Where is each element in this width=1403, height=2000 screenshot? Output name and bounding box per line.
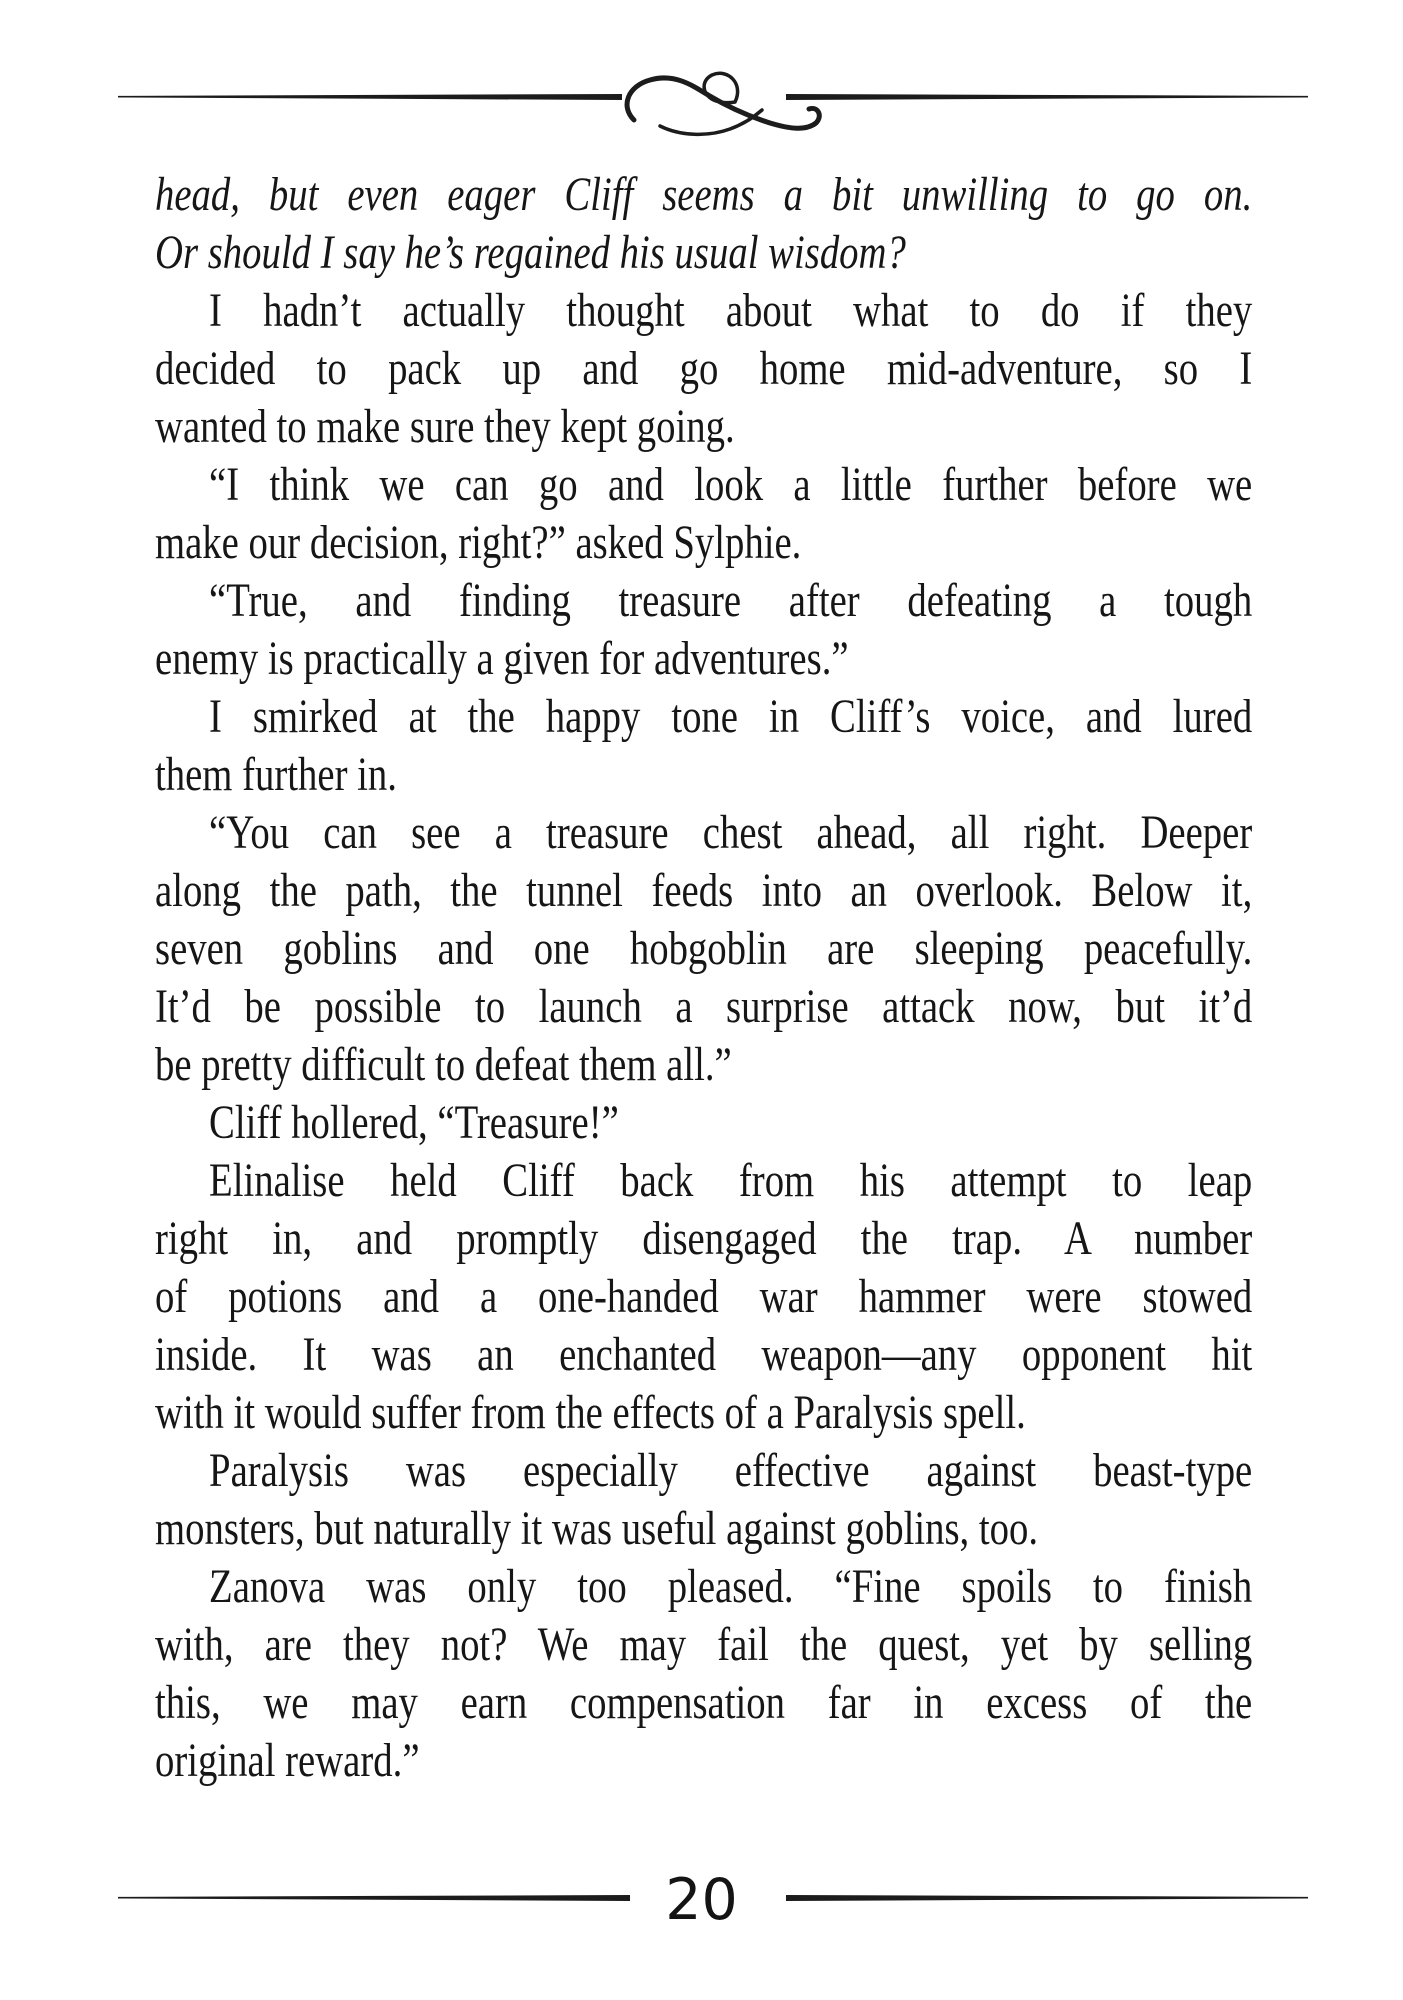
- right-tapered-rule: [786, 94, 1308, 100]
- page-number: 20: [665, 1867, 738, 1933]
- paragraph: [155, 688, 1252, 804]
- text-line: original reward.”: [155, 1734, 420, 1787]
- text-line: along the path, the tunnel feeds into an overlook. Below it,: [155, 864, 1253, 917]
- paragraph: [155, 282, 1252, 456]
- text-line: with, are they not? We may fail the quest, yet by selling: [155, 1618, 1253, 1671]
- text-line: seven goblins and one hobgoblin are sleeping peacefully.: [155, 922, 1253, 975]
- text-line: “You can see a treasure chest ahead, all right. Deeper: [209, 806, 1253, 859]
- paragraph: [155, 1152, 1252, 1442]
- text-line: with it would suffer from the effects of a Paralysis spell.: [155, 1386, 1026, 1439]
- text-line: inside. It was an enchanted weapon—any opponent hit: [155, 1328, 1253, 1381]
- paragraph: [155, 456, 1252, 572]
- text-line: this, we may earn compensation far in excess of the: [155, 1676, 1253, 1729]
- paragraph: [155, 1558, 1252, 1790]
- text-line: right in, and promptly disengaged the trap. A number: [155, 1212, 1253, 1265]
- text-line: It’d be possible to launch a surprise attack now, but it’d: [155, 980, 1253, 1033]
- text-line: Elinalise held Cliff back from his attempt to leap: [209, 1154, 1253, 1207]
- paragraph: [155, 1442, 1252, 1558]
- text-line: Zanova was only too pleased. “Fine spoils to finish: [209, 1560, 1253, 1613]
- paragraph: [155, 572, 1252, 688]
- text-line: I hadn’t actually thought about what to do if they: [209, 284, 1253, 337]
- text-line: “I think we can go and look a little further before we: [209, 458, 1253, 511]
- paragraph: [155, 166, 1252, 282]
- calligraphic-swirl-icon: [627, 73, 819, 134]
- text-line: make our decision, right?” asked Sylphie.: [155, 516, 802, 569]
- text-line: decided to pack up and go home mid-adventure, so I: [155, 342, 1253, 395]
- text-line: wanted to make sure they kept going.: [155, 400, 735, 453]
- left-tapered-rule: [118, 94, 622, 100]
- text-block: [155, 166, 1252, 1790]
- text-line: Or should I say he’s regained his usual wisdom?: [155, 226, 906, 279]
- paragraph: [155, 804, 1252, 1094]
- text-line: Paralysis was especially effective against beast-type: [209, 1444, 1253, 1497]
- text-line: “True, and finding treasure after defeating a tough: [209, 574, 1253, 627]
- text-line: I smirked at the happy tone in Cliff’s voice, and lured: [209, 690, 1253, 743]
- text-line: Cliff hollered, “Treasure!”: [209, 1096, 619, 1149]
- text-line: of potions and a one-handed war hammer were stowed: [155, 1270, 1253, 1323]
- text-line: them further in.: [155, 748, 397, 801]
- text-line: monsters, but naturally it was useful against goblins, too.: [155, 1502, 1039, 1555]
- text-line: enemy is practically a given for adventures.”: [155, 632, 849, 685]
- flourish-divider-ornament: [0, 40, 1403, 160]
- text-line: be pretty difficult to defeat them all.”: [155, 1038, 732, 1091]
- text-line: head, but even eager Cliff seems a bit unwilling to go on.: [155, 168, 1253, 221]
- paragraph: [155, 1094, 1252, 1152]
